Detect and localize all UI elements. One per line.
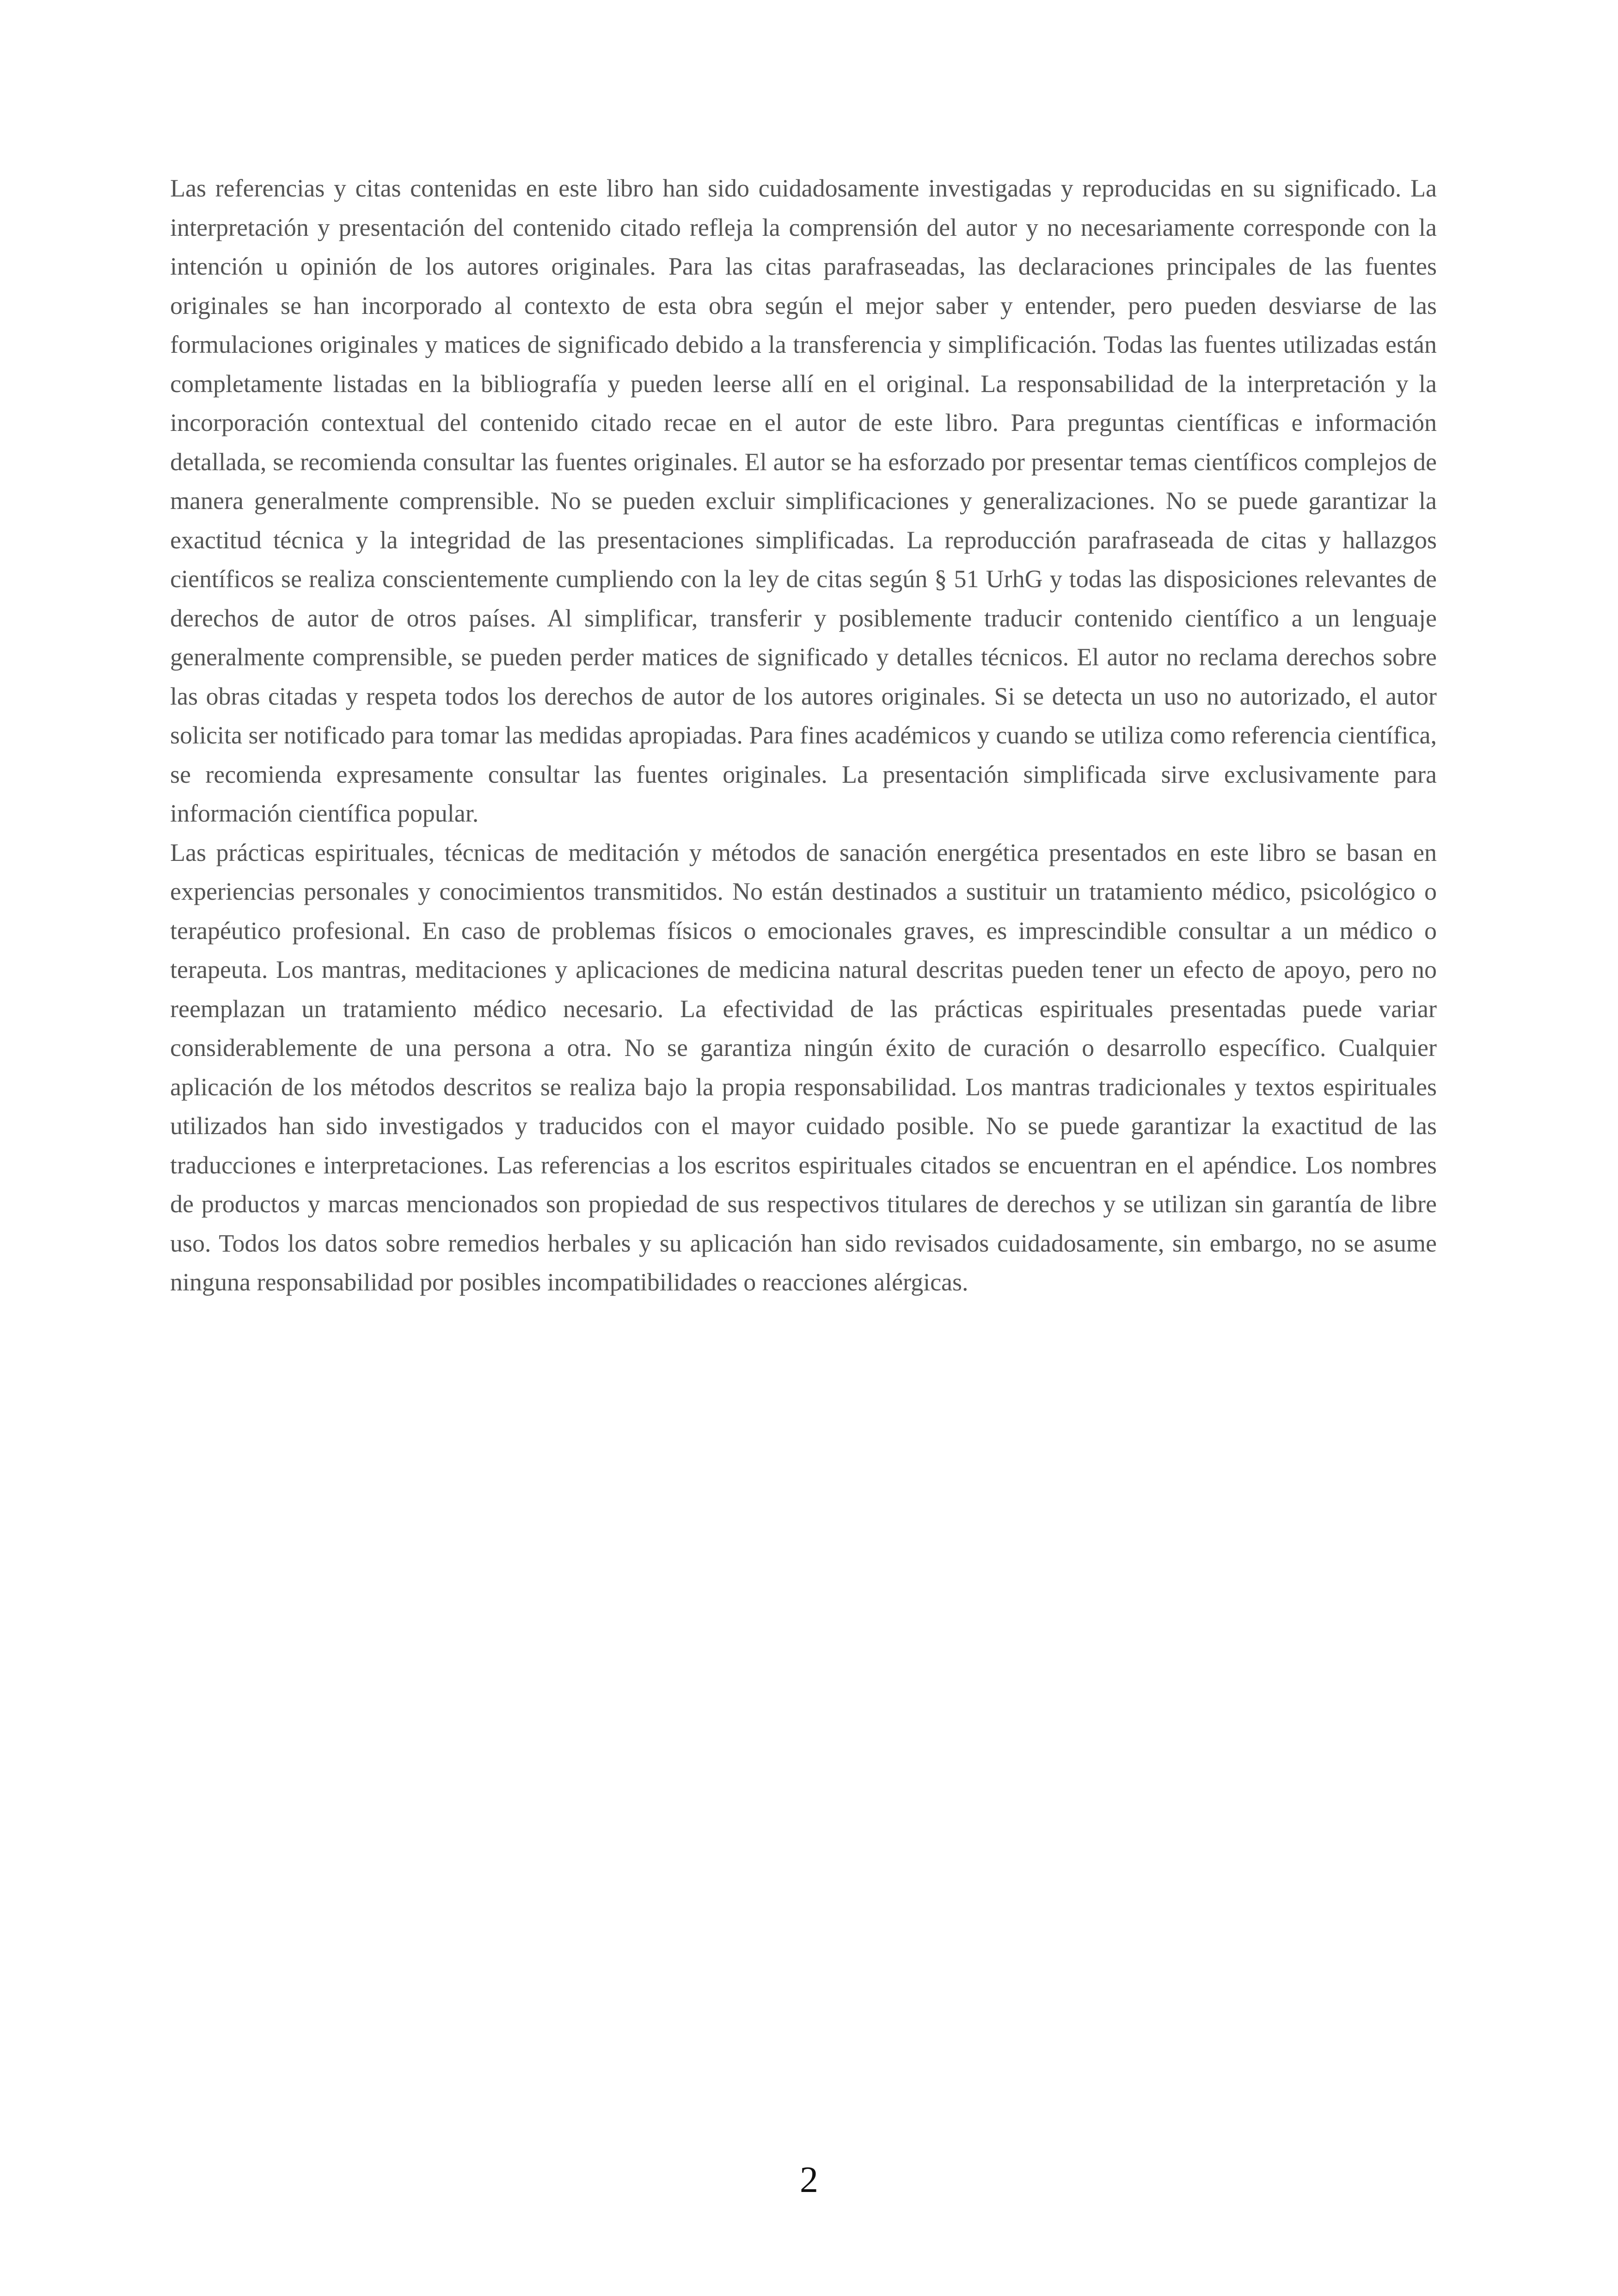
page-number: 2 (800, 2160, 818, 2200)
disclaimer-paragraph-spiritual-practices: Las prácticas espirituales, técnicas de meditación y métodos de sanación energética presentados en este libro se basan en experiencias personales y conocimientos transmitidos. No están destinados a sustituir un tratamiento médico, psicológico o terapéutico profesional. En caso de problemas físicos o emocionales graves, es imprescindible consultar a un médico o terapeuta. Los mantras, meditaciones y aplicaciones de medicina natural descritas pueden tener un efecto de apoyo, pero no reemplazan un tratamiento médico necesario. La efectividad de las prácticas espirituales presentadas puede variar considerablemente de una persona a otra. No se garantiza ningún éxito de curación o desarrollo específico. Cualquier aplicación de los métodos descritos se realiza bajo la propia responsabilidad. Los mantras tradicionales y textos espirituales utilizados han sido investigados y traducidos con el mayor cuidado posible. No se puede garantizar la exactitud de las traducciones e interpretaciones. Las referencias a los escritos espirituales citados se encuentran en el apéndice. Los nombres de productos y marcas mencionados son propiedad de sus respectivos titulares de derechos y se utilizan sin garantía de libre uso. Todos los datos sobre remedios herbales y su aplicación han sido revisados cuidadosamente, sin embargo, no se asume ninguna responsabilidad por posibles incompatibilidades o reacciones alérgicas. (170, 838, 1437, 1296)
disclaimer-paragraph-citations: Las referencias y citas contenidas en este libro han sido cuidadosamente investigadas y reproducidas en su significado. La interpretación y presentación del contenido citado refleja la comprensión del autor y no necesariamente corresponde con la intención u opinión de los autores originales. Para las citas parafraseadas, las declaraciones principales de las fuentes originales se han incorporado al contexto de esta obra según el mejor saber y entender, pero pueden desviarse de las formulaciones originales y matices de significado debido a la transferencia y simplificación. Todas las fuentes utilizadas están completamente listadas en la bibliografía y pueden leerse allí en el original. La responsabilidad de la interpretación y la incorporación contextual del contenido citado recae en el autor de este libro. Para preguntas científicas e información detallada, se recomienda consultar las fuentes originales. El autor se ha esforzado por presentar temas científicos complejos de manera generalmente comprensible. No se pueden excluir simplificaciones y generalizaciones. No se puede garantizar la exactitud técnica y la integridad de las presentaciones simplificadas. La reproducción parafraseada de citas y hallazgos científicos se realiza conscientemente cumpliendo con la ley de citas según § 51 UrhG y todas las disposiciones relevantes de derechos de autor de otros países. Al simplificar, transferir y posiblemente traducir contenido científico a un lenguaje generalmente comprensible, se pueden perder matices de significado y detalles técnicos. El autor no reclama derechos sobre las obras citadas y respeta todos los derechos de autor de los autores originales. Si se detecta un uso no autorizado, el autor solicita ser notificado para tomar las medidas apropiadas. Para fines académicos y cuando se utiliza como referencia científica, se recomienda expresamente consultar las fuentes originales. La presentación simplificada sirve exclusivamente para información científica popular. (170, 174, 1437, 827)
page-body (170, 169, 1437, 1302)
